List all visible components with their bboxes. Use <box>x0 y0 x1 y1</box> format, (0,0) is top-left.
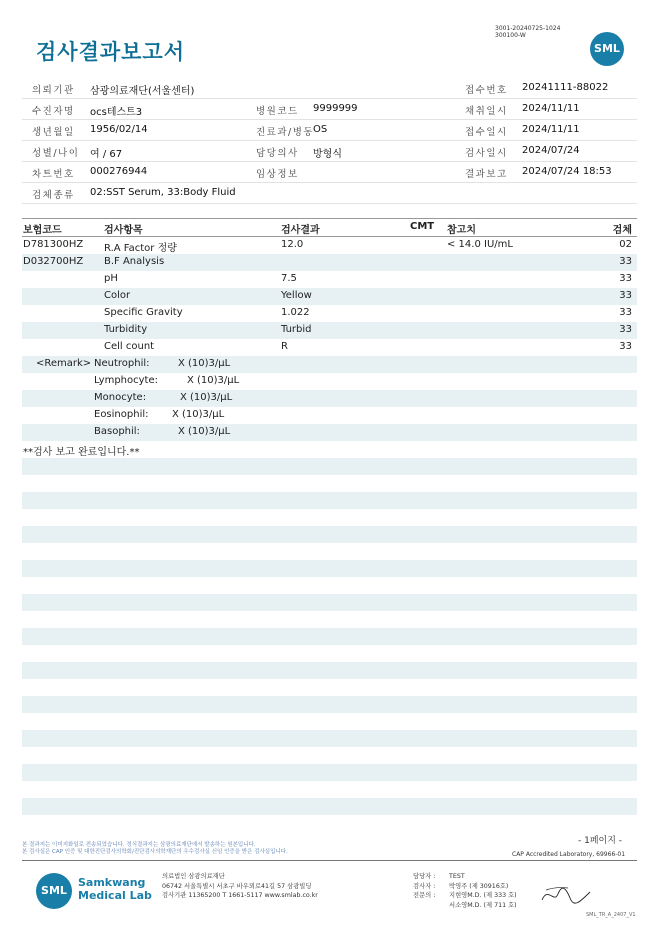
header-row <box>22 120 637 141</box>
header-row <box>22 141 637 162</box>
signature-image <box>540 882 592 912</box>
footer-staff <box>413 872 517 910</box>
specimen-code: 02 <box>619 239 632 250</box>
insurance-code: D781300HZ <box>23 239 84 250</box>
patient-info-header <box>22 78 637 204</box>
header-value: 02:SST Serum, 33:Body Fluid <box>90 187 236 198</box>
form-version: SML_TR_A_2407_V1 <box>586 912 636 918</box>
blank-row <box>22 628 637 645</box>
header-value: 2024/07/24 <box>522 145 580 156</box>
blank-row <box>22 679 637 696</box>
header-label: 차트번호 <box>32 169 75 180</box>
blank-row <box>22 645 637 662</box>
blank-row <box>22 458 637 475</box>
column-header: CMT <box>410 221 435 232</box>
blank-row <box>22 577 637 594</box>
test-result: 12.0 <box>281 239 304 250</box>
test-item: Color <box>104 290 131 301</box>
remark-row <box>22 407 637 424</box>
header-value: ocs테스트3 <box>90 107 143 118</box>
document-code: 3001-20240725-1024 300100-W <box>495 25 561 39</box>
header-value: 2024/11/11 <box>522 103 580 114</box>
header-label: 접수일시 <box>465 127 508 138</box>
test-result: R <box>281 341 288 352</box>
remark-unit: X (10)3/µL <box>180 392 233 403</box>
column-header: 검체 <box>612 225 632 236</box>
staff-role: 전문의 : <box>413 892 436 899</box>
column-header: 참고치 <box>447 225 476 236</box>
table-row <box>22 288 637 305</box>
header-value: OS <box>313 124 328 135</box>
remark-name: Monocyte: <box>94 392 147 403</box>
table-row <box>22 271 637 288</box>
remark-row <box>22 390 637 407</box>
test-item: R.A Factor 정량 <box>104 243 177 254</box>
cap-accreditation: CAP Accredited Laboratory, 69966-01 <box>512 851 626 858</box>
specimen-code: 33 <box>619 341 632 352</box>
blank-row <box>22 764 637 781</box>
test-item: pH <box>104 273 118 284</box>
staff-role: 검사자 : <box>413 882 436 890</box>
page-number: - 1페이지 - <box>578 836 623 846</box>
header-value: 방형식 <box>313 149 342 160</box>
test-result: 7.5 <box>281 273 297 284</box>
staff-name: TEST <box>449 873 465 880</box>
staff-name: 서소영M.D. (제 711 호) <box>449 901 517 909</box>
blank-row <box>22 492 637 509</box>
footer-brand: Samkwang Medical Lab <box>78 876 152 902</box>
footer-divider <box>22 860 637 861</box>
header-label: 결과보고 <box>465 169 508 180</box>
result-table <box>22 218 637 832</box>
header-label: 검체종류 <box>32 190 75 201</box>
header-value: 여 / 67 <box>90 149 123 160</box>
test-item: Turbidity <box>104 324 148 335</box>
header-label: 검사일시 <box>465 148 508 159</box>
header-label: 생년월일 <box>32 127 75 138</box>
staff-name: 지현영M.D. (제 333 호) <box>449 892 517 899</box>
test-result: Turbid <box>281 324 312 335</box>
specimen-code: 33 <box>619 324 632 335</box>
blank-row <box>22 560 637 577</box>
table-row <box>22 305 637 322</box>
specimen-code: 33 <box>619 290 632 301</box>
header-value: 삼광의료재단(서울센터) <box>90 86 195 97</box>
specimen-code: 33 <box>619 307 632 318</box>
report-complete-row <box>22 441 637 458</box>
blank-row <box>22 798 637 815</box>
header-label: 의뢰기관 <box>32 85 75 96</box>
test-item: Cell count <box>104 341 155 352</box>
test-item: Specific Gravity <box>104 307 183 318</box>
header-label: 성별/나이 <box>32 148 80 159</box>
header-row <box>22 162 637 183</box>
blank-row <box>22 475 637 492</box>
blank-row <box>22 730 637 747</box>
remark-name: Neutrophil: <box>94 358 150 369</box>
header-row <box>22 78 637 99</box>
header-label: 접수번호 <box>465 85 508 96</box>
header-label: 병원코드 <box>256 106 299 117</box>
blank-row <box>22 611 637 628</box>
specimen-code: 33 <box>619 273 632 284</box>
blank-row <box>22 713 637 730</box>
remark-name: Lymphocyte: <box>94 375 158 386</box>
staff-entry <box>413 901 517 911</box>
specimen-code: 33 <box>619 256 632 267</box>
remark-unit: X (10)3/µL <box>172 409 225 420</box>
header-value: 2024/11/11 <box>522 124 580 135</box>
staff-role: 담당자 : <box>413 873 436 880</box>
test-result: Yellow <box>281 290 312 301</box>
header-label: 임상정보 <box>256 169 299 180</box>
column-header: 검사항목 <box>104 225 143 236</box>
blank-row <box>22 696 637 713</box>
footer-address: 의료법인 삼광의료재단 06742 서울특별시 서초구 바우뫼로41길 57 삼광빌딩 검사기관 11365200 T 1661-5117 www.smlab.co.kr <box>162 873 318 899</box>
report-complete-message: **검사 보고 완료입니다.** <box>23 447 140 458</box>
table-row <box>22 339 637 356</box>
remark-name: Basophil: <box>94 426 140 437</box>
staff-entry <box>413 872 517 882</box>
remark-row <box>22 373 637 390</box>
header-row <box>22 99 637 120</box>
table-row <box>22 254 637 271</box>
blank-row <box>22 594 637 611</box>
blank-row <box>22 662 637 679</box>
header-value: 9999999 <box>313 103 358 114</box>
staff-entry <box>413 882 517 892</box>
remark-unit: X (10)3/µL <box>178 426 231 437</box>
insurance-code: D032700HZ <box>23 256 84 267</box>
sml-logo: SML <box>590 32 624 66</box>
column-header: 보험코드 <box>23 225 62 236</box>
remark-name: Eosinophil: <box>94 409 149 420</box>
footer-sml-logo: SML <box>36 873 72 909</box>
test-item: B.F Analysis <box>104 256 165 267</box>
remark-row <box>22 424 637 441</box>
header-value: 2024/07/24 18:53 <box>522 166 612 177</box>
header-value: 1956/02/14 <box>90 124 148 135</box>
blank-row <box>22 509 637 526</box>
blank-row <box>22 747 637 764</box>
staff-name: 박영주 (제 30916호) <box>449 882 509 890</box>
blank-row <box>22 526 637 543</box>
footer-notes: 본 결과지는 이미지화일로 전송되었습니다. 정식결과지는 삼광의료재단에서 발송하는 원본입니다. 본 검사실은 CAP 인증 및 대한진단검사의학회/진단검사의학재단의 우수검사실 신임 인증을 받은 검사실입니다. <box>22 842 288 855</box>
blank-row <box>22 781 637 798</box>
remark-unit: X (10)3/µL <box>178 358 231 369</box>
remark-row <box>22 356 637 373</box>
blank-row <box>22 543 637 560</box>
reference-range: < 14.0 IU/mL <box>447 239 513 250</box>
header-label: 진료과/병동 <box>256 127 315 138</box>
header-value: 20241111-88022 <box>522 82 609 93</box>
table-header-row <box>22 218 637 237</box>
header-row <box>22 183 637 204</box>
header-label: 수진자명 <box>32 106 75 117</box>
staff-entry <box>413 891 517 901</box>
remark-unit: X (10)3/µL <box>187 375 240 386</box>
column-header: 검사결과 <box>281 225 320 236</box>
blank-row <box>22 815 637 832</box>
page-title: 검사결과보고서 <box>36 40 186 64</box>
remark-label: <Remark> <box>36 358 92 369</box>
header-value: 000276944 <box>90 166 148 177</box>
table-row <box>22 237 637 254</box>
header-label: 담당의사 <box>256 148 299 159</box>
header-label: 채취일시 <box>465 106 508 117</box>
test-result: 1.022 <box>281 307 310 318</box>
table-row <box>22 322 637 339</box>
